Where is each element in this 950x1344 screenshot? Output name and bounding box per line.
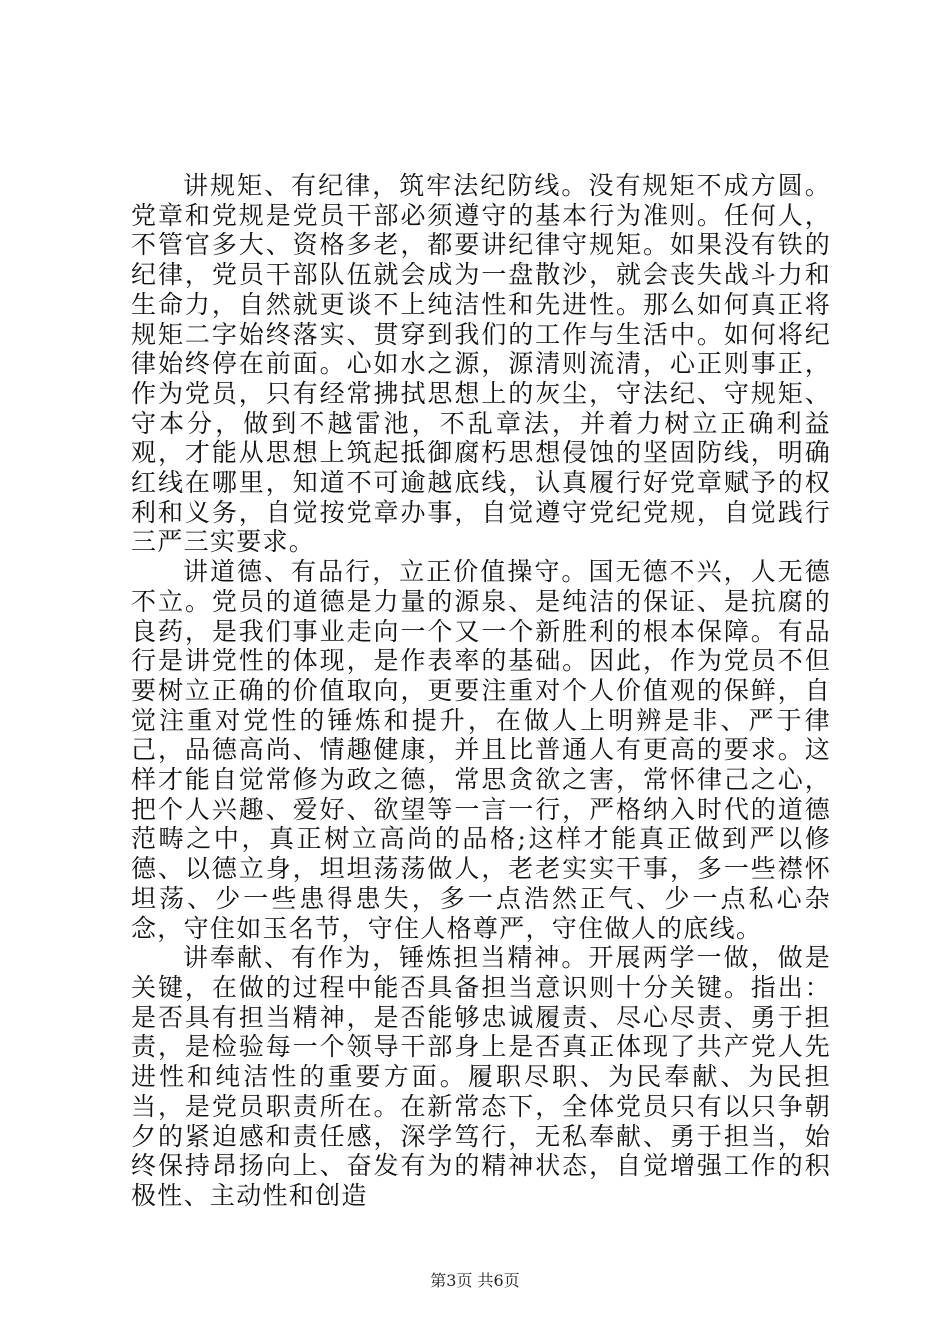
paragraph-morality: 讲道德、有品行，立正价值操守。国无德不兴，人无德不立。党员的道德是力量的源泉、是纯洁的保证、是抗腐的良药，是我们事业走向一个又一个新胜利的根本保障。有品行是讲党性的体现，是作表率的基础。因此，作为党员不但要树立正确的价值取向，更要注重对个人价值观的保鲜，自觉注重对党性的锤炼和提升，在做人上明辨是非、严于律己，品德高尚、情趣健康，并且比普通人有更高的要求。这样才能自觉常修为政之德，常思贪欲之害，常怀律己之心，把个人兴趣、爱好、欲望等一言一行，严格纳入时代的道德范畴之中，真正树立高尚的品格;这样才能真正做到严以修德、以德立身，坦坦荡荡做人，老老实实干事，多一些襟怀坦荡、少一些患得患失，多一点浩然正气、少一点私心杂念，守住如玉名节，守住人格尊严，守住做人的底线。 xyxy=(131,557,831,943)
paragraph-discipline: 讲规矩、有纪律，筑牢法纪防线。没有规矩不成方圆。党章和党规是党员干部必须遵守的基本行为准则。任何人，不管官多大、资格多老，都要讲纪律守规矩。如果没有铁的纪律，党员干部队伍就会成为一盘散沙，就会丧失战斗力和生命力，自然就更谈不上纯洁性和先进性。那么如何真正将规矩二字始终落实、贯穿到我们的工作与生活中。如何将纪律始终停在前面。心如水之源，源清则流清，心正则事正，作为党员，只有经常拂拭思想上的灰尘，守法纪、守规矩、守本分，做到不越雷池，不乱章法，并着力树立正确利益观，才能从思想上筑起抵御腐朽思想侵蚀的坚固防线，明确红线在哪里，知道不可逾越底线，认真履行好党章赋予的权利和义务，自觉按党章办事，自觉遵守党纪党规，自觉践行三严三实要求。 xyxy=(131,171,831,557)
page-number-footer: 第3页 共6页 xyxy=(430,1271,520,1290)
body-text xyxy=(131,171,831,1211)
paragraph-dedication: 讲奉献、有作为，锤炼担当精神。开展两学一做，做是关键，在做的过程中能否具备担当意识则十分关键。指出：是否具有担当精神，是否能够忠诚履责、尽心尽责、勇于担责，是检验每一个领导干部身上是否真正体现了共产党人先进性和纯洁性的重要方面。履职尽职、为民奉献、为民担当，是党员职责所在。在新常态下，全体党员只有以只争朝夕的紧迫感和责任感，深学笃行，无私奉献、勇于担当，始终保持昂扬向上、奋发有为的精神状态，自觉增强工作的积极性、主动性和创造 xyxy=(131,943,831,1210)
